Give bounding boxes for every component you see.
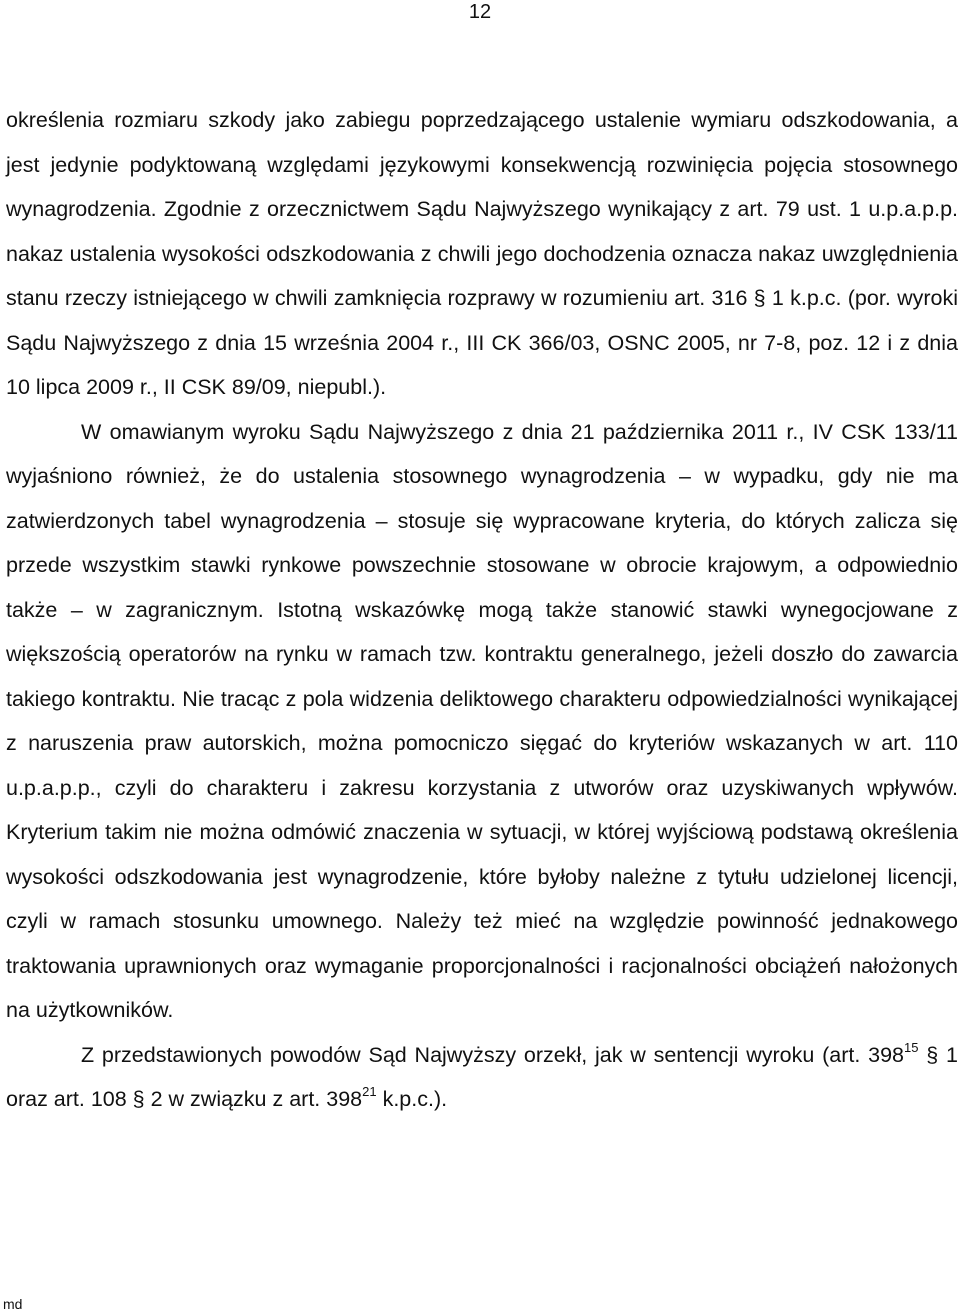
superscript-15: 15 [904,1039,919,1055]
page-number: 12 [468,1,492,23]
paragraph-1: określenia rozmiaru szkody jako zabiegu poprzedzającego ustalenie wymiaru odszkodowania, a jest jedynie podyktowaną względami językowymi konsekwencją rozwinięcia pojęcia stosownego wynagrodzenia. Zgodnie z orzecznictwem Sądu Najwyższego wynikający z art. 79 ust. 1 u.p.a.p.p. nakaz ustalenia wysokości odszkodowania z chwili jego dochodzenia oznacza nakaz uwzględnienia stanu rzeczy istniejącego w chwili zamknięcia rozprawy w rozumieniu art. 316 § 1 k.p.c. (por. wyroki Sądu Najwyższego z dnia 15 września 2004 r., III CK 366/03, OSNC 2005, nr 7-8, poz. 12 i z dnia 10 lipca 2009 r., II CSK 89/09, niepubl.). [6,108,958,399]
paragraph-3 [6,1033,958,1122]
paragraph-3-text-c: k.p.c.). [376,1087,448,1111]
paragraph-3-text-a: Z przedstawionych powodów Sąd Najwyższy orzekł, jak w sentencji wyroku (art. 398 [81,1042,905,1067]
footer-mark: md [3,1296,23,1312]
paragraph-3-text-b: § 1 oraz art. 108 § 2 w związku z art. 398 [6,1042,958,1111]
document-body [6,98,958,1122]
paragraph-2: W omawianym wyroku Sądu Najwyższego z dnia 21 października 2011 r., IV CSK 133/11 wyjaśniono również, że do ustalenia stosownego wynagrodzenia – w wypadku, gdy nie ma zatwierdzonych tabel wynagrodzenia – stosuje się wypracowane kryteria, do których zalicza się przede wszystkim stawki rynkowe powszechnie stosowane w obrocie krajowym, a odpowiednio także – w zagranicznym. Istotną wskazówkę mogą także stanowić stawki wynegocjowane z większością operatorów na rynku w ramach tzw. kontraktu generalnego, jeżeli doszło do zawarcia takiego kontraktu. Nie tracąc z pola widzenia deliktowego charakteru odpowiedzialności wynikającej z naruszenia praw autorskich, można pomocniczo sięgać do kryteriów wskazanych w art. 110 u.p.a.p.p., czyli do charakteru i zakresu korzystania z utworów oraz uzyskiwanych wpływów. Kryterium takim nie można odmówić znaczenia w sytuacji, w której wyjściową podstawą określenia wysokości odszkodowania jest wynagrodzenie, które byłoby należne z tytułu udzielonej licencji, czyli w ramach stosunku umownego. Należy też mieć na względzie powinność jednakowego traktowania uprawnionych oraz wymaganie proporcjonalności i racjonalności obciążeń nałożonych na użytkowników. [6,419,958,1022]
superscript-21: 21 [362,1084,377,1099]
